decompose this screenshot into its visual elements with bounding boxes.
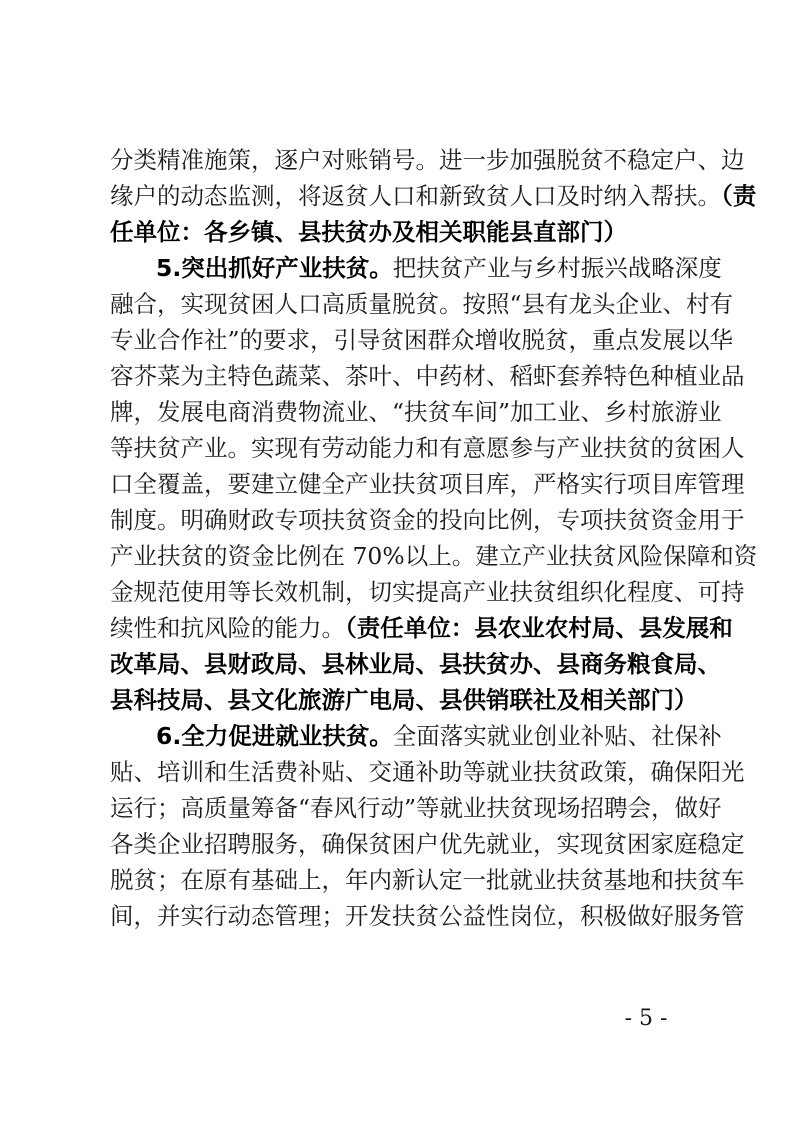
text-run: 间，并实行动态管理；开发扶贫公益性岗位，积极做好服务管 [110, 902, 745, 930]
item-heading: 6.全力促进就业扶贫。 [156, 722, 393, 750]
text-line [110, 718, 722, 754]
text-line [110, 538, 758, 574]
text-run: 金规范使用等长效机制，切实提高产业扶贫组织化程度、可持 [110, 578, 745, 606]
text-line [110, 862, 745, 898]
text-run: 把扶贫产业与乡村振兴战略深度 [392, 254, 722, 282]
text-line [110, 394, 722, 430]
text-line [110, 826, 745, 862]
text-line [110, 178, 757, 214]
text-run: 脱贫；在原有基础上，年内新认定一批就业扶贫基地和扶贫车 [110, 866, 745, 894]
text-line [110, 898, 745, 934]
text-run: 等扶贫产业。实现有劳动能力和有意愿参与产业扶贫的贫困人 [110, 434, 745, 462]
text-run: 缘户的动态监测，将返贫人口和新致贫人口及时纳入帮扶。 [110, 182, 721, 210]
responsibility-note: （责任单位：县农业农村局、县发展和 [345, 614, 733, 642]
paragraph-item-6 [110, 718, 745, 934]
text-run: 各类企业招聘服务，确保贫困户优先就业，实现贫困家庭稳定 [110, 830, 745, 858]
responsibility-note: 任单位：各乡镇、县扶贫办及相关职能县直部门） [110, 218, 627, 246]
text-run: 续性和抗风险的能力。 [110, 614, 345, 642]
text-run: 容芥菜为主特色蔬菜、茶叶、中药材、稻虾套养特色种植业品 [110, 362, 745, 390]
text-run: 产业扶贫的资金比例在 70%以上。建立产业扶贫风险保障和资 [110, 542, 758, 570]
text-line [110, 358, 745, 394]
text-line [110, 466, 745, 502]
responsibility-note: 县科技局、县文化旅游广电局、县供销联社及相关部门） [110, 686, 698, 714]
text-line [110, 754, 745, 790]
document-body [110, 142, 758, 934]
text-run: 牌，发展电商消费物流业、“扶贫车间”加工业、乡村旅游业 [110, 398, 722, 426]
text-line [110, 430, 745, 466]
text-line [110, 250, 722, 286]
text-run: 融合，实现贫困人口高质量脱贫。按照“县有龙头企业、村有 [110, 290, 734, 318]
responsibility-note: （责 [721, 182, 757, 210]
page-number: - 5 - [624, 1006, 668, 1031]
text-run: 运行；高质量筹备“春风行动”等就业扶贫现场招聘会，做好 [110, 794, 722, 822]
item-heading: 5.突出抓好产业扶贫。 [156, 254, 393, 282]
text-line [110, 646, 721, 682]
text-line [110, 214, 692, 250]
responsibility-note: 改革局、县财政局、县林业局、县扶贫办、县商务粮食局、 [110, 650, 721, 678]
text-run: 口全覆盖，要建立健全产业扶贫项目库，严格实行项目库管理 [110, 470, 745, 498]
text-run: 贴、培训和生活费补贴、交通补助等就业扶贫政策，确保阳光 [110, 758, 745, 786]
text-line [110, 322, 734, 358]
text-line [110, 286, 734, 322]
text-run: 分类精准施策，逐户对账销号。进一步加强脱贫不稳定户、边 [110, 146, 745, 174]
text-line [110, 142, 745, 178]
text-line [110, 790, 722, 826]
text-run: 制度。明确财政专项扶贫资金的投向比例，专项扶贫资金用于 [110, 506, 745, 534]
text-line [110, 682, 698, 718]
text-line [110, 610, 733, 646]
text-line [110, 502, 745, 538]
text-run: 专业合作社”的要求，引导贫困群众增收脱贫，重点发展以华 [110, 326, 734, 354]
paragraph-continued [110, 142, 757, 250]
paragraph-item-5 [110, 250, 758, 718]
text-line [110, 574, 745, 610]
text-run: 全面落实就业创业补贴、社保补 [392, 722, 722, 750]
